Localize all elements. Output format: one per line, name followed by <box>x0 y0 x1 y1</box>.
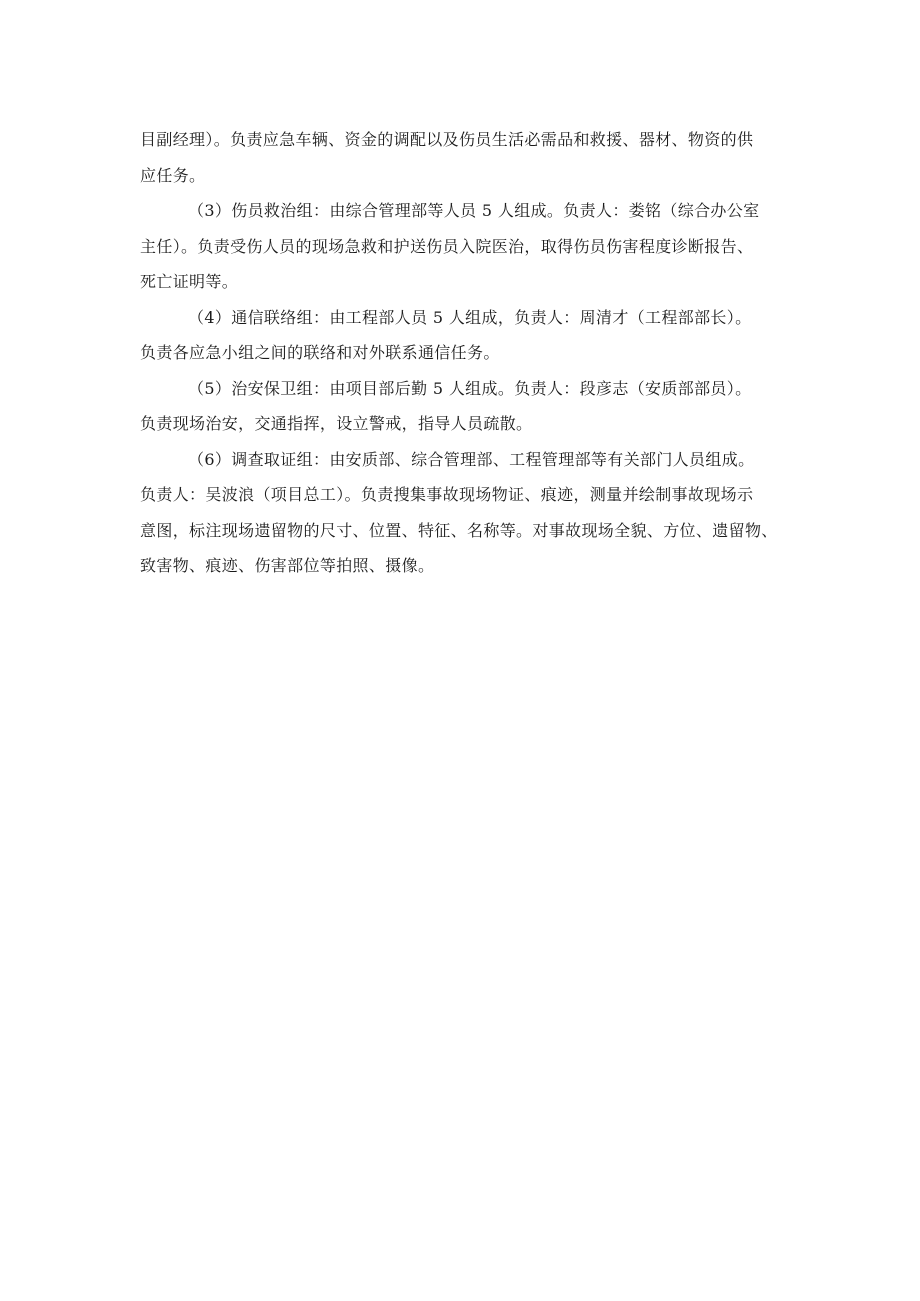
paragraph-line: 应任务。 <box>140 165 206 185</box>
paragraph-line: 负责现场治安，交通指挥，设立警戒，指导人员疏散。 <box>140 414 533 433</box>
paragraph-line: 意图，标注现场遗留物的尺寸、位置、特征、名称等。对事故现场全貌、方位、遗留物、 <box>140 520 778 540</box>
paragraph-line: 负责人：吴波浪（项目总工）。负责搜集事故现场物证、痕迹，测量并绘制事故现场示 <box>140 485 754 504</box>
paragraph-line: 死亡证明等。 <box>140 272 239 291</box>
paragraph-line: （3）伤员救治组：由综合管理部等人员 5 人组成。负责人：娄铭（综合办公室 <box>188 201 760 220</box>
paragraph-line: （4）通信联络组：由工程部人员 5 人组成，负责人：周清才（工程部部长）。 <box>188 307 752 327</box>
paragraph-line: （6）调查取证组：由安质部、综合管理部、工程管理部等有关部门人员组成。 <box>188 449 755 469</box>
paragraph-line: 致害物、痕迹、伤害部位等拍照、摄像。 <box>140 556 435 575</box>
paragraph-line: （5）治安保卫组：由项目部后勤 5 人组成。负责人：段彦志（安质部部员）。 <box>188 378 752 398</box>
paragraph-line: 负责各应急小组之间的联络和对外联系通信任务。 <box>140 343 500 362</box>
document-body <box>140 122 790 584</box>
paragraph-line: 主任）。负责受伤人员的现场急救和护送伤员入院医治，取得伤员伤害程度诊断报告、 <box>140 236 754 256</box>
paragraph-line: 目副经理）。负责应急车辆、资金的调配以及伤员生活必需品和救援、器材、物资的供 <box>140 130 754 149</box>
